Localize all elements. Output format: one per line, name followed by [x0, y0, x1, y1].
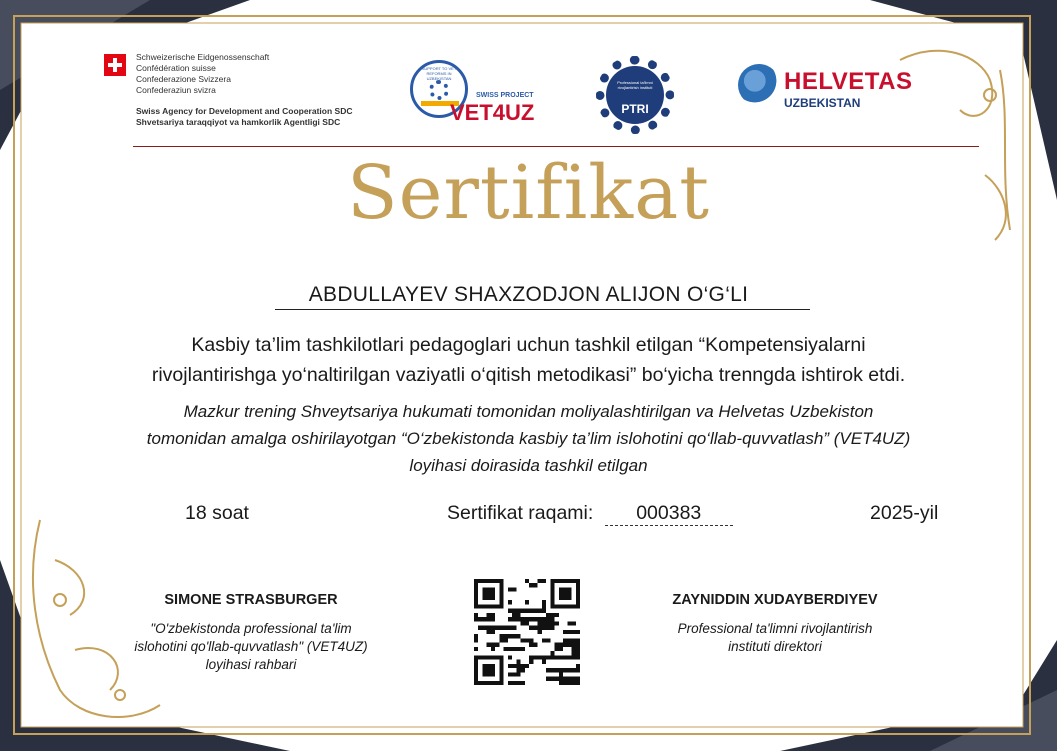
role-line: loyihasi rahbari — [205, 657, 297, 672]
globe-icon — [738, 64, 780, 106]
recipient-underline — [275, 309, 810, 310]
helvetas-country: UZBEKISTAN — [784, 96, 861, 110]
certificate-number: 000383 — [605, 502, 733, 526]
role-line: instituti direktori — [728, 639, 822, 654]
hours: 18 soat — [185, 502, 249, 524]
sdc-logo — [104, 52, 364, 132]
header-divider — [133, 146, 979, 147]
role-line: "O'zbekistonda professional ta'lim — [150, 621, 352, 636]
italic-line: tomonidan amalga oshirilayotgan “O‘zbekistonda kasbiy ta’lim islohotini qo‘llab-quvvatlash” (VET4UZ) — [146, 429, 911, 448]
signatory-left — [100, 592, 402, 674]
body-line: Kasbiy ta’lim tashkilotlari pedagoglari uchun tashkil etilgan “Kompetensiyalarni — [191, 334, 866, 356]
signatory-right — [620, 592, 930, 656]
ptri-name: PTRI — [621, 102, 649, 116]
italic-line: loyihasi doirasida tashkil etilgan — [409, 456, 648, 475]
certificate-number-label: Sertifikat raqami: — [447, 502, 594, 524]
helvetas-logo — [738, 62, 918, 112]
recipient-name: ABDULLAYEV SHAXZODJON ALIJON O‘G‘LI — [308, 283, 749, 306]
year: 2025-yil — [870, 502, 939, 524]
swiss-flag-icon — [104, 54, 126, 76]
role-line: Professional ta'limni rivojlantirish — [677, 621, 873, 636]
sdc-line: Confederaziun svizra — [136, 85, 216, 95]
sdc-line: Schweizerische Eidgenossenschaft — [136, 52, 270, 62]
ptri-inner-text: Professional ta'limni rivojlantirish instituti — [617, 80, 653, 90]
training-description — [60, 330, 997, 390]
vet4uz-name: VET4UZ — [450, 100, 535, 125]
vet4uz-ring-text: SUPPORT TO VET REFORMS IN UZBEKISTAN — [421, 66, 457, 81]
vet4uz-project-label: SWISS PROJECT — [476, 92, 534, 99]
ptri-logo — [596, 56, 674, 134]
gear-icon — [429, 80, 449, 100]
certificate-number-row — [447, 502, 733, 526]
signatory-role — [100, 620, 402, 674]
helvetas-name: HELVETAS — [784, 68, 913, 95]
signatory-role — [620, 620, 930, 656]
qr-code — [474, 579, 580, 685]
sdc-line: Confédération suisse — [136, 63, 216, 73]
signatory-name: ZAYNIDDIN XUDAYBERDIYEV — [672, 592, 878, 608]
signatory-name: SIMONE STRASBURGER — [164, 592, 338, 608]
page-title: Sertifikat — [346, 150, 711, 236]
sdc-agency-uz: Shvetsariya taraqqiyot va hamkorlik Agentligi SDC — [136, 117, 341, 127]
role-line: islohotini qo'llab-quvvatlash" (VET4UZ) — [134, 639, 368, 654]
body-line: rivojlantirishga yo‘naltirilgan vaziyatli o‘qitish metodikasi” bo‘yicha trenngda ishtirok etdi. — [151, 364, 906, 386]
vet4uz-logo — [410, 58, 545, 128]
funding-note — [60, 398, 997, 479]
sdc-agency-en: Swiss Agency for Development and Cooperation SDC — [136, 106, 353, 116]
sdc-line: Confederazione Svizzera — [136, 74, 231, 84]
italic-line: Mazkur trening Shveytsariya hukumati tomonidan moliyalashtirilgan va Helvetas Uzbekiston — [183, 402, 874, 421]
